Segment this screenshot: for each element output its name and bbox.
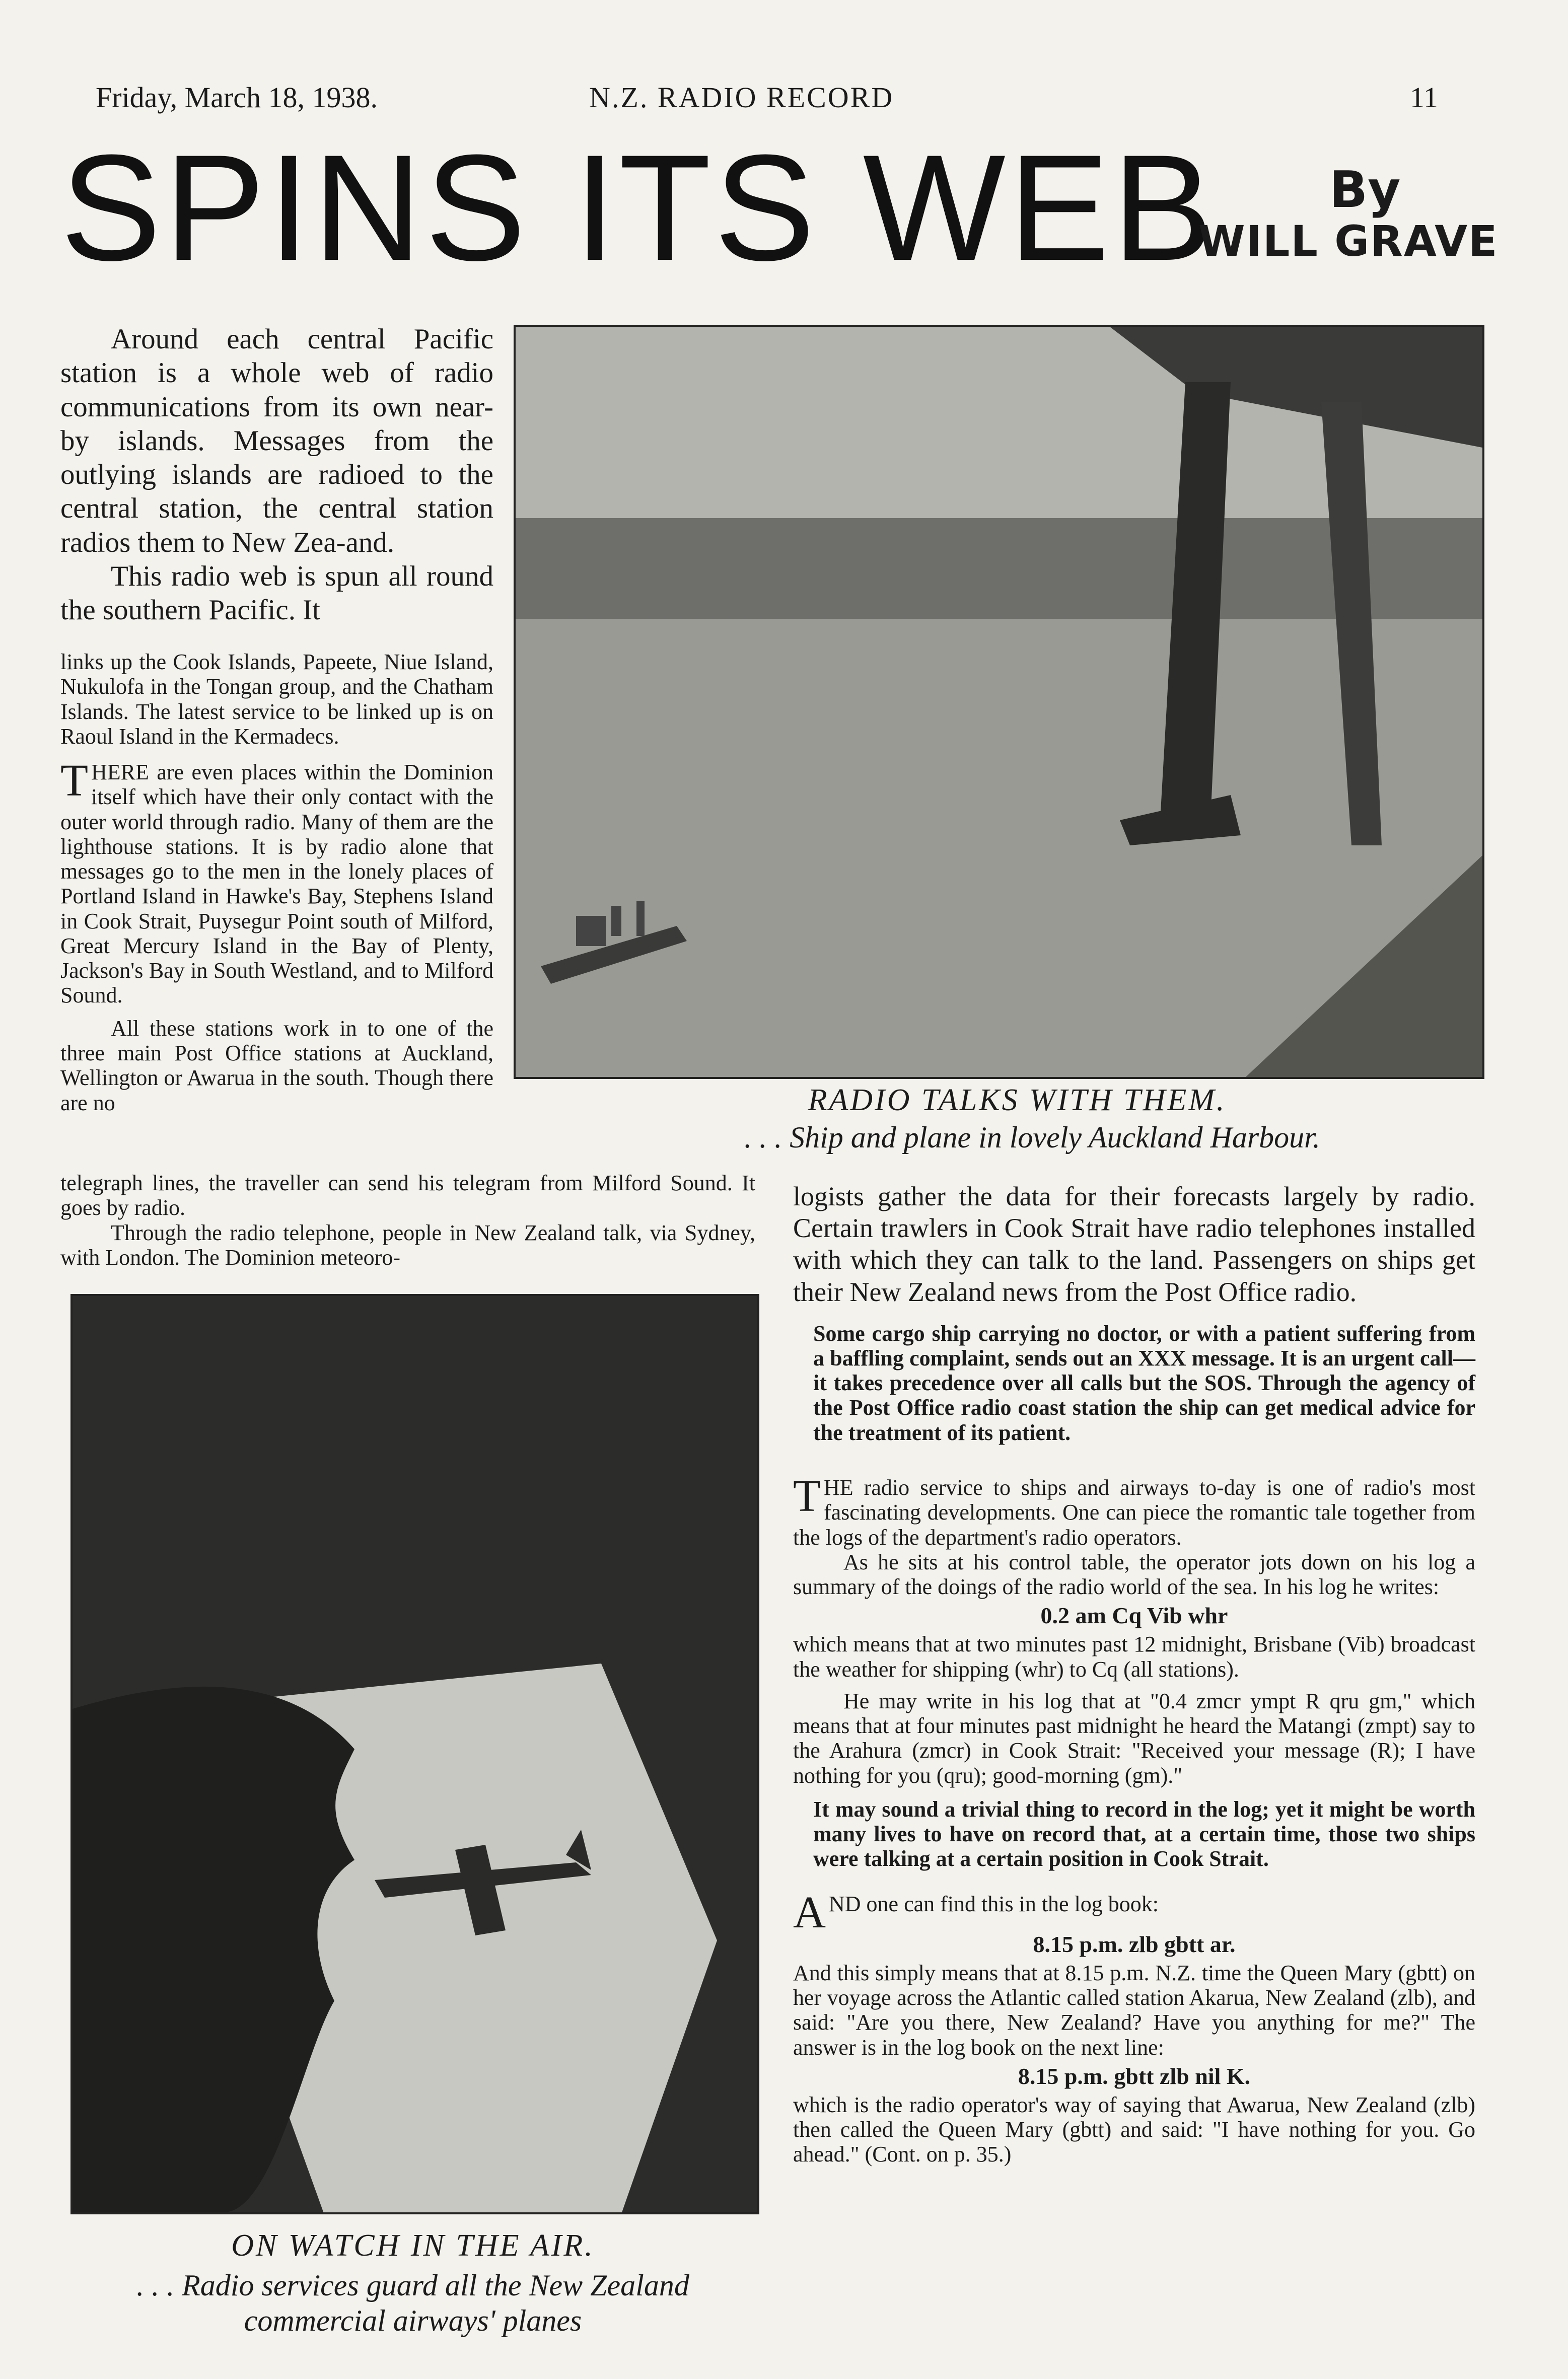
left-paragraph-stations: All these stations work in to one of the three main Post Office stations at Auckland, Wellington or Awarua in the south. Though there are no	[60, 1016, 493, 1115]
byline-author: WILL GRAVE	[1198, 217, 1499, 266]
dropcap-t-2: T	[793, 1471, 821, 1522]
right-paragraph-matangi: He may write in his log that at "0.4 zmcr ympt R qru gm," which means that at four minutes past midnight he heard the Matangi (zmpt) say to the Arahura (zmcr) in Cook Strait: "Received your message (R); I have nothing for you (qru); good-morning (gm)."	[793, 1688, 1475, 1788]
bottom-photo-caption-title: ON WATCH IN THE AIR.	[231, 2228, 595, 2263]
bottom-photo-caption-sub-2: commercial airways' planes	[244, 2304, 582, 2337]
right-paragraph-radio-service: THE radio service to ships and airways to-day is one of radio's most fascinating developments. One can piece the romantic tale together from the logs of the department's radio operators.	[793, 1471, 1475, 1550]
top-photo-caption-title: RADIO TALKS WITH THEM.	[808, 1083, 1227, 1117]
photo-pilot-and-plane	[70, 1294, 759, 2214]
left-paragraph-telephone: Through the radio telephone, people in New Zealand talk, via Sydney, with London. The Dominion meteoro-	[60, 1220, 755, 1270]
article-title: SPINS ITS WEB	[60, 123, 1217, 292]
log-entry-1: 0.2 am Cq Vib whr	[1040, 1603, 1228, 1629]
left-paragraph-islands: links up the Cook Islands, Papeete, Niue Island, Nukulofa in the Tongan group, and the Chatham Islands. The latest service to be linked up is on Raoul Island in the Kermadecs.	[60, 650, 493, 749]
right-column	[793, 1181, 1475, 2167]
left-column-body	[60, 650, 493, 1115]
issue-date: Friday, March 18, 1938.	[96, 81, 378, 114]
right-paragraph-queen-mary: And this simply means that at 8.15 p.m. N.Z. time the Queen Mary (gbtt) on her voyage across the Atlantic called station Akarua, New Zealand (zlb), and said: "Are you there, New Zealand? Have you anything for me?" The answer is in the log book on the next line:	[793, 1960, 1475, 2060]
right-paragraph-meteorology: logists gather the data for their forecasts largely by radio. Certain trawlers in Cook Strait have radio telephones installed with which they can talk to the land. Passengers on ships get their New Zealand news from the Post Office radio.	[793, 1181, 1475, 1307]
right-paragraph-operator: As he sits at his control table, the operator jots down on his log a summary of the doings of the radio world of the sea. In his log he writes:	[793, 1549, 1475, 1600]
left-column-wide	[60, 1171, 755, 1270]
cockpit-illustration	[73, 1296, 757, 2212]
top-photo-caption-sub: . . . Ship and plane in lovely Auckland Harbour.	[744, 1121, 1320, 1154]
left-paragraph-lighthouses: THERE are even places within the Dominion itself which have their only contact with the outer world through radio. Many of them are the lighthouse stations. It is by radio alone that messages go to the men in the lonely places of Portland Island in Hawke's Bay, Stephens Island in Cook Strait, Puysegur Point south of Milford, Great Mercury Island in the Bay of Plenty, Jackson's Bay in South Westland, and to Milford Sound.	[60, 756, 493, 1008]
byline-prefix: By	[1329, 160, 1401, 219]
left-column-intro	[60, 322, 493, 627]
dropcap-a: A	[793, 1887, 826, 1937]
right-bold-xxx-message: Some cargo ship carrying no doctor, or with a patient suffering from a baffling complaint, sends out an XXX message. It is an urgent call—it takes precedence over all calls but the SOS. Through the agency of the Post Office radio coast station the ship can get medical advice for the treatment of its patient.	[813, 1321, 1475, 1445]
log-entry-3: 8.15 p.m. gbtt zlb nil K.	[1018, 2063, 1251, 2089]
publication-name: N.Z. RADIO RECORD	[589, 81, 894, 114]
intro-paragraph-1: Around each central Pacific station is a whole web of radio communications from its own near-by islands. Messages from the outlying islands are radioed to the central station, the central station radios them to New Zea-and.	[60, 323, 493, 558]
intro-paragraph-2: This radio web is spun all round the southern Pacific. It	[60, 560, 493, 626]
left-paragraph-telegraph: telegraph lines, the traveller can send his telegram from Milford Sound. It goes by radio.	[60, 1171, 755, 1220]
log-entry-2: 8.15 p.m. zlb gbtt ar.	[1033, 1931, 1236, 1957]
photo-ship-and-plane	[514, 325, 1484, 1079]
bottom-photo-caption-sub-1: . . . Radio services guard all the New Zealand	[136, 2269, 689, 2302]
right-bold-trivial-thing: It may sound a trivial thing to record in the log; yet it might be worth many lives to have on record that, at a certain time, those two ships were talking at a certain position in Cook Strait.	[813, 1796, 1475, 1871]
right-paragraph-brisbane: which means that at two minutes past 12 midnight, Brisbane (Vib) broadcast the weather for shipping (whr) to Cq (all stations).	[793, 1632, 1475, 1682]
dropcap-t: T	[60, 756, 88, 806]
harbour-illustration	[516, 327, 1482, 1077]
right-paragraph-log-book: AND one can find this in the log book:	[793, 1887, 1159, 1937]
page-number: 11	[1410, 81, 1438, 114]
right-paragraph-awarua: which is the radio operator's way of saying that Awarua, New Zealand (zlb) then called the Queen Mary (gbtt) and said: "I have nothing for you. Go ahead." (Cont. on p. 35.)	[793, 2092, 1475, 2167]
